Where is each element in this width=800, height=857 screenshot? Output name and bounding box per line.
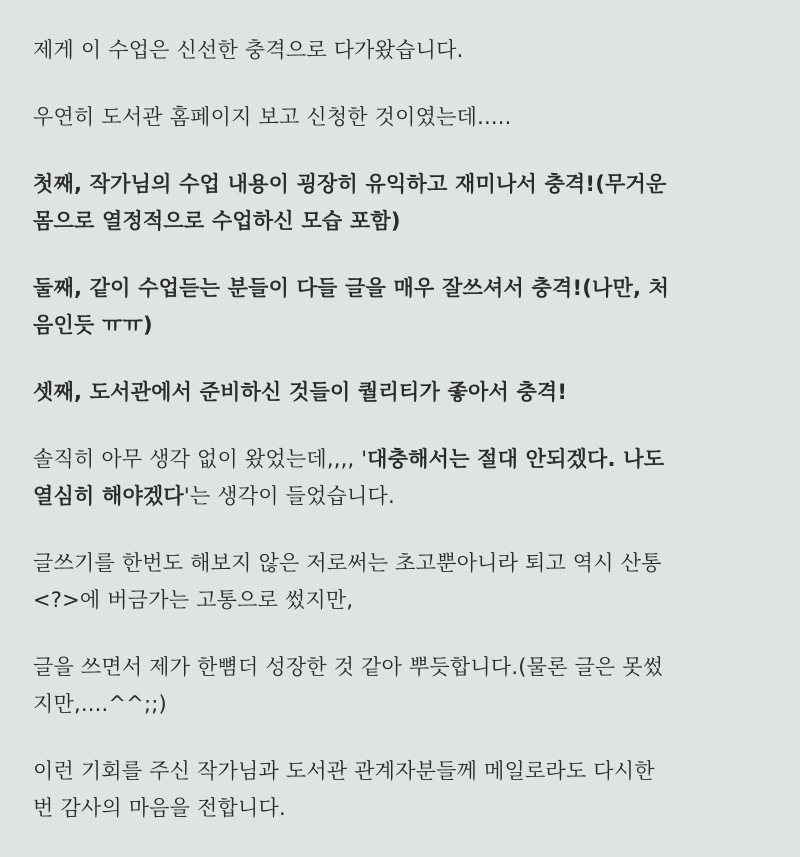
paragraph-growth (33, 649, 773, 723)
thanks-line-2: 번 감사의 마음을 전합니다. (33, 796, 286, 820)
realization-pre: 솔직히 아무 생각 없이 왔었는데,,,, ' (33, 447, 368, 471)
realization-post: '는 생각이 들었습니다. (183, 484, 395, 508)
thanks-line-1: 이런 기회를 주신 작가님과 도서관 관계자분들께 메일로라도 다시한 (33, 759, 655, 783)
paragraph-intro-text: 제게 이 수업은 신선한 충격으로 다가왔습니다. (33, 38, 464, 62)
growth-line-2: 지만,....^^;;) (33, 692, 167, 716)
second-point-line-2: 음인듯 ㅠㅠ) (33, 313, 153, 337)
paragraph-intro (33, 32, 773, 69)
paragraph-first-point (33, 166, 773, 240)
third-point-text: 셋째, 도서관에서 준비하신 것들이 퀄리티가 좋아서 충격! (33, 380, 568, 404)
paragraph-thanks (33, 753, 773, 827)
paragraph-third-point (33, 374, 773, 411)
paragraph-writing-experience (33, 545, 773, 619)
writing-experience-line-1: 글쓰기를 한번도 해보지 않은 저로써는 초고뿐아니라 퇴고 역시 산통 (33, 551, 662, 575)
growth-line-1: 글을 쓰면서 제가 한뼘더 성장한 것 같아 뿌듯합니다.(물론 글은 못썼 (33, 655, 664, 679)
paragraph-background-text: 우연히 도서관 홈페이지 보고 신청한 것이였는데..... (33, 105, 512, 129)
first-point-line-1: 첫째, 작가님의 수업 내용이 굉장히 유익하고 재미나서 충격!(무거운 (33, 172, 667, 196)
realization-bold-2: 열심히 해야겠다 (33, 484, 184, 508)
realization-bold-1: 대충해서는 절대 안되겠다. 나도 (367, 447, 665, 471)
first-point-line-2: 몸으로 열정적으로 수업하신 모습 포함) (33, 209, 401, 233)
paragraph-realization (33, 441, 773, 515)
paragraph-second-point (33, 270, 773, 344)
writing-experience-line-2: <?>에 버금가는 고통으로 썼지만, (33, 588, 354, 612)
paragraph-background (33, 99, 773, 136)
second-point-line-1: 둘째, 같이 수업듣는 분들이 다들 글을 매우 잘쓰셔서 충격!(나만, 처 (33, 276, 670, 300)
post-body (33, 32, 773, 857)
